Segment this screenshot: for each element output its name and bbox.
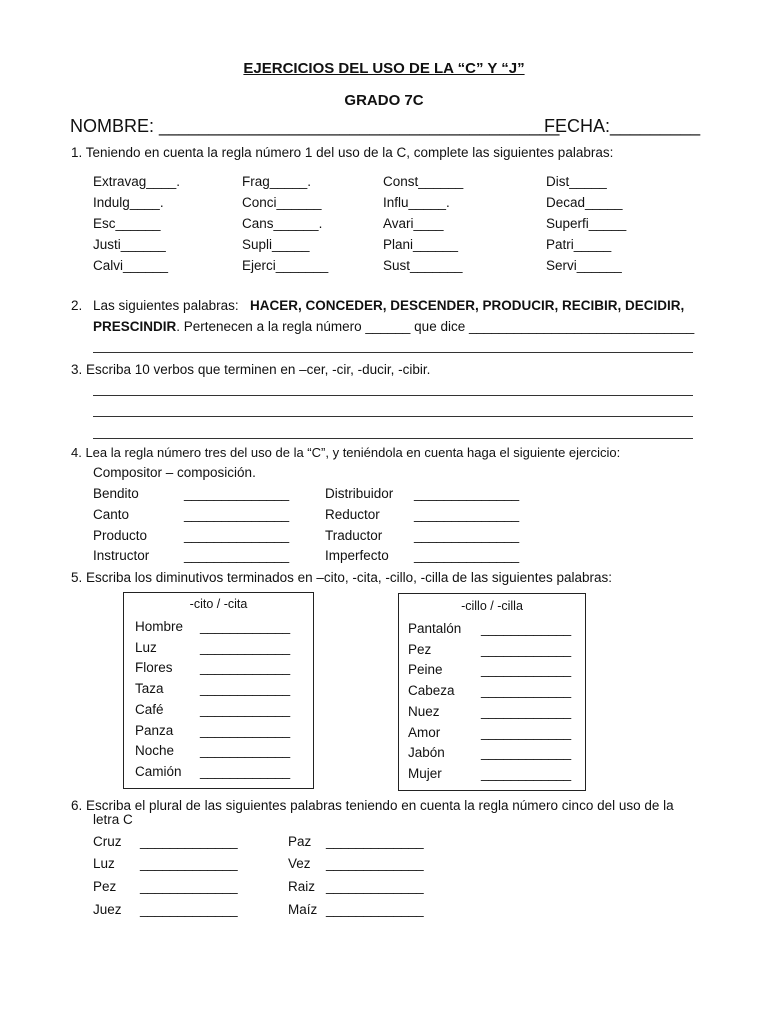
base-word: Pez	[408, 641, 432, 657]
fill-in-word[interactable]: Plani______	[383, 237, 459, 252]
fill-in-word[interactable]: Indulg____.	[93, 195, 164, 210]
exercise-2-number: 2.	[71, 298, 83, 313]
grade-label: GRADO 7C	[344, 92, 424, 109]
answer-blank[interactable]: _____________	[140, 902, 238, 917]
base-word: Imperfecto	[325, 548, 389, 563]
name-field-label: NOMBRE: ________________________________________	[70, 116, 560, 136]
exercise-6-prompt: 6. Escriba el plural de las siguientes palabras teniendo en cuenta la regla número cinco del uso de la	[71, 798, 674, 813]
exercise-2-lead: Las siguientes palabras:	[93, 298, 239, 313]
base-word: Bendito	[93, 486, 139, 501]
base-word: Jabón	[408, 745, 445, 761]
base-word: Panza	[135, 722, 174, 738]
answer-blank[interactable]: ____________	[481, 724, 572, 740]
base-word: Camión	[135, 763, 182, 779]
base-word: Luz	[93, 856, 115, 871]
answer-blank[interactable]: ____________	[481, 641, 572, 657]
answer-blank[interactable]: _____________	[140, 834, 238, 849]
cito-cita-box	[123, 592, 314, 789]
answer-blank[interactable]: ______________	[184, 548, 290, 563]
answer-blank[interactable]: ______________	[414, 548, 520, 563]
answer-blank[interactable]: ____________	[200, 722, 291, 738]
base-word: Vez	[288, 856, 311, 871]
base-word: Amor	[408, 724, 441, 740]
answer-blank[interactable]: ______________	[184, 486, 290, 501]
fill-in-word[interactable]: Justi______	[93, 237, 166, 252]
base-word: Paz	[288, 834, 312, 849]
exercise-2-line2	[93, 319, 694, 335]
answer-blank[interactable]: ______________	[414, 507, 520, 522]
answer-line[interactable]	[93, 416, 693, 417]
answer-blank[interactable]: _____________	[326, 879, 424, 894]
answer-blank[interactable]: ______________	[414, 528, 520, 543]
fill-in-word[interactable]: Dist_____	[546, 174, 607, 189]
answer-blank[interactable]: ____________	[481, 765, 572, 781]
answer-blank[interactable]: _____________	[140, 856, 238, 871]
fill-in-word[interactable]: Superfi_____	[546, 216, 627, 231]
fill-in-word[interactable]: Conci______	[242, 195, 322, 210]
answer-blank[interactable]: ____________	[481, 703, 572, 719]
base-word: Pez	[93, 879, 117, 894]
base-word: Pantalón	[408, 621, 462, 636]
fill-in-word[interactable]: Esc______	[93, 216, 161, 231]
base-word: Instructor	[93, 548, 150, 563]
answer-blank[interactable]: ____________	[200, 639, 291, 655]
exercise-4-prompt: 4. Lea la regla número tres del uso de la “C”, y teniéndola en cuenta haga el siguiente ejercicio:	[71, 445, 621, 460]
exercise-2-tail: . Pertenecen a la regla número ______ que dice ______________________________	[176, 319, 695, 334]
base-word: Cabeza	[408, 683, 455, 699]
base-word: Cruz	[93, 834, 122, 849]
exercise-3-prompt: 3. Escriba 10 verbos que terminen en –cer, -cir, -ducir, -cibir.	[71, 362, 431, 377]
fill-in-word[interactable]: Patri_____	[546, 237, 612, 252]
answer-line[interactable]	[93, 352, 693, 353]
fill-in-word[interactable]: Servi______	[546, 258, 622, 273]
fill-in-word[interactable]: Calvi______	[93, 258, 169, 273]
fill-in-word[interactable]: Sust_______	[383, 258, 463, 273]
cillo-cilla-box-title: -cillo / -cilla	[461, 599, 523, 613]
exercise-2-words-text: HACER, CONCEDER, DESCENDER, PRODUCIR, RECIBIR, DECIDIR,	[250, 298, 685, 313]
base-word: Taza	[135, 681, 164, 697]
answer-blank[interactable]: ____________	[200, 660, 291, 676]
answer-line[interactable]	[93, 395, 693, 396]
exercise-6-prompt-continued: letra C	[93, 812, 133, 827]
cillo-cilla-box	[398, 593, 586, 791]
answer-blank[interactable]: ______________	[414, 486, 520, 501]
fill-in-word[interactable]: Frag_____.	[242, 174, 312, 189]
answer-blank[interactable]: ____________	[481, 662, 572, 678]
answer-blank[interactable]: _____________	[326, 902, 424, 917]
exercise-2-words2-text: PRESCINDIR	[93, 319, 177, 334]
base-word: Flores	[135, 660, 173, 676]
base-word: Producto	[93, 528, 148, 543]
exercise-2-words	[250, 298, 684, 314]
exercise-4-example: Compositor – composición.	[93, 465, 256, 480]
fill-in-word[interactable]: Avari____	[383, 216, 444, 231]
answer-blank[interactable]: ______________	[184, 528, 290, 543]
base-word: Juez	[93, 902, 122, 917]
base-word: Noche	[135, 743, 175, 759]
fill-in-word[interactable]: Decad_____	[546, 195, 623, 210]
cito-cita-box-title: -cito / -cita	[189, 597, 248, 611]
base-word: Hombre	[135, 619, 184, 634]
fill-in-word[interactable]: Cans______.	[242, 216, 323, 231]
fill-in-word[interactable]: Extravag____.	[93, 174, 181, 189]
answer-blank[interactable]: _____________	[326, 856, 424, 871]
fill-in-word[interactable]: Ejerci_______	[242, 258, 329, 273]
base-word: Maíz	[288, 902, 318, 917]
base-word: Canto	[93, 507, 130, 522]
answer-blank[interactable]: ____________	[481, 621, 572, 636]
base-word: Peine	[408, 662, 443, 678]
answer-blank[interactable]: ____________	[481, 745, 572, 761]
fill-in-word[interactable]: Const______	[383, 174, 464, 189]
answer-blank[interactable]: ____________	[200, 681, 291, 697]
base-word: Reductor	[325, 507, 380, 522]
base-word: Mujer	[408, 765, 442, 781]
base-word: Nuez	[408, 703, 440, 719]
base-word: Café	[135, 701, 164, 717]
answer-blank[interactable]: _____________	[326, 834, 424, 849]
answer-blank[interactable]: ____________	[481, 683, 572, 699]
answer-blank[interactable]: ____________	[200, 743, 291, 759]
base-word: Traductor	[325, 528, 383, 543]
base-word: Raiz	[288, 879, 316, 894]
exercise-1-prompt: 1. Teniendo en cuenta la regla número 1 del uso de la C, complete las siguientes palabras:	[71, 145, 614, 160]
fill-in-word[interactable]: Influ_____.	[383, 195, 450, 210]
date-field-label: FECHA:_________	[544, 116, 701, 136]
answer-blank[interactable]: ______________	[184, 507, 290, 522]
answer-blank[interactable]: ____________	[200, 619, 291, 634]
answer-blank[interactable]: _____________	[140, 879, 238, 894]
answer-blank[interactable]: ____________	[200, 763, 291, 779]
answer-blank[interactable]: ____________	[200, 701, 291, 717]
answer-line[interactable]	[93, 438, 693, 439]
base-word: Distribuidor	[325, 486, 394, 501]
page-title: EJERCICIOS DEL USO DE LA “C” Y “J”	[243, 60, 525, 77]
fill-in-word[interactable]: Supli_____	[242, 237, 310, 252]
base-word: Luz	[135, 639, 157, 655]
exercise-5-prompt: 5. Escriba los diminutivos terminados en –cito, -cita, -cillo, -cilla de las siguientes palabras:	[71, 570, 612, 585]
